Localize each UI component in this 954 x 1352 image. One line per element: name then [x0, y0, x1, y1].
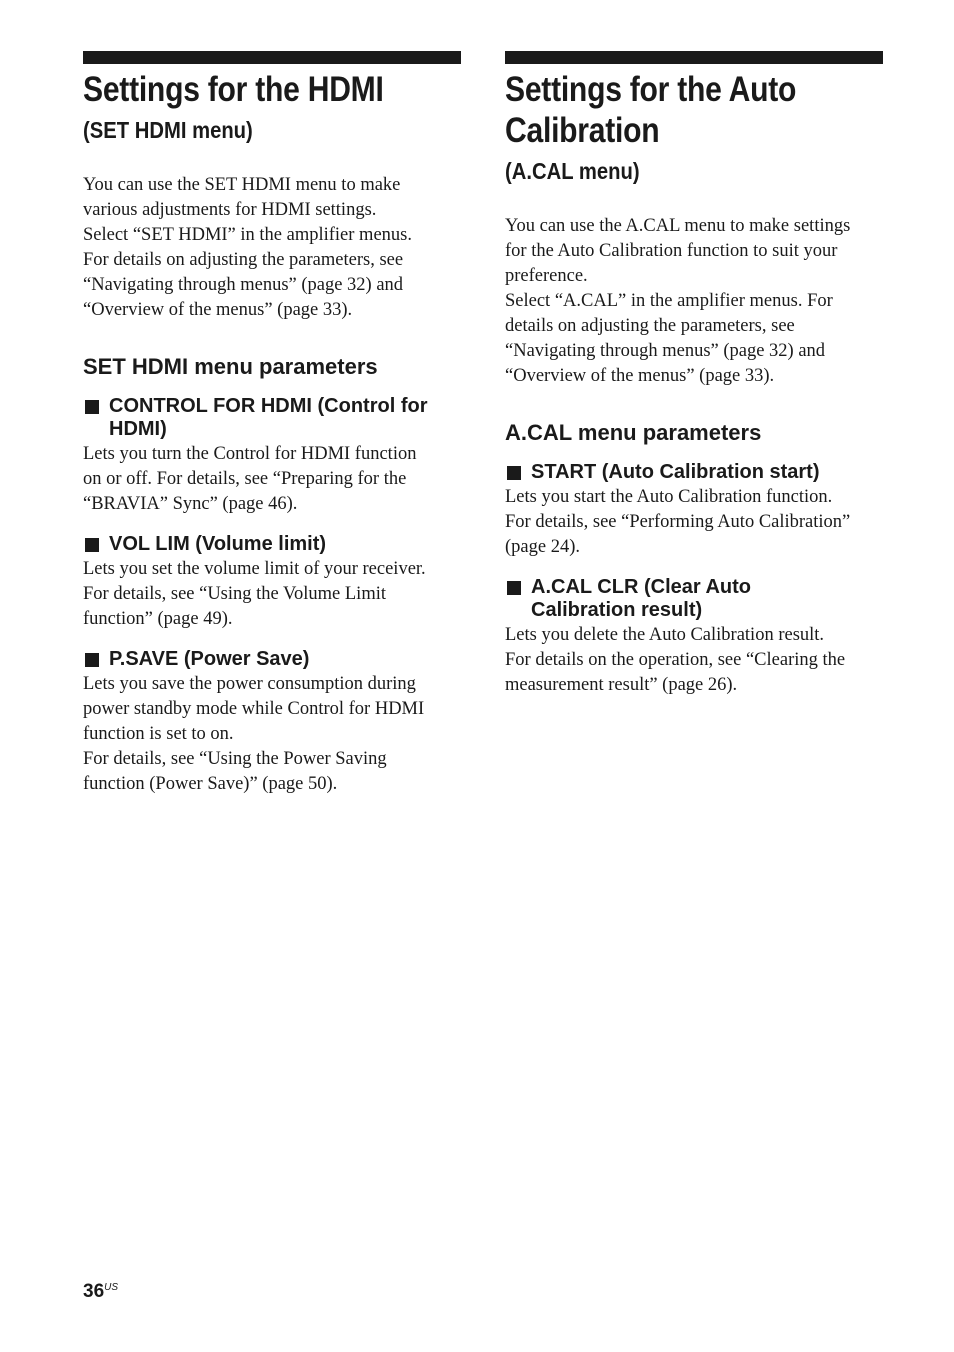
params-heading: SET HDMI menu parameters: [83, 354, 378, 379]
section-title: Settings for the HDMI: [83, 70, 384, 109]
param-heading: START (Auto Calibration start): [531, 461, 820, 483]
black-square-icon: [85, 400, 99, 414]
page-number-value: 36: [83, 1281, 105, 1302]
black-square-icon: [85, 653, 99, 667]
param-item-p-save: [83, 648, 461, 797]
param-description: Lets you turn the Control for HDMI function on or off. For details, see “Preparing for the “BRAVIA” Sync” (page 46).: [83, 444, 417, 514]
param-item-a-cal-clr: [505, 576, 883, 698]
black-square-icon: [85, 538, 99, 552]
param-description: Lets you delete the Auto Calibration result. For details on the operation, see “Clearing the measurement result” (page 26).: [505, 625, 846, 695]
auto-calibration-section: [505, 51, 883, 698]
black-square-icon: [507, 581, 521, 595]
page-region-suffix: US: [104, 1282, 119, 1293]
page-number: [83, 1281, 118, 1303]
param-description: Lets you start the Auto Calibration function. For details, see “Performing Auto Calibration” (page 24).: [505, 487, 851, 557]
param-item-control-for-hdmi: [83, 395, 461, 517]
param-heading: A.CAL CLR (Clear Auto Calibration result): [531, 576, 751, 621]
param-description: Lets you save the power consumption during power standby mode while Control for HDMI function is set to on. For details, see “Using the Power Saving function (Power Save)” (page 50).: [83, 674, 425, 794]
param-item-start: [505, 461, 883, 560]
section-subtitle: (A.CAL menu): [505, 158, 640, 184]
black-square-icon: [507, 466, 521, 480]
param-heading: P.SAVE (Power Save): [109, 648, 310, 670]
section-title: Settings for the Auto Calibration: [505, 70, 797, 150]
section-rule: [505, 51, 883, 64]
param-description: Lets you set the volume limit of your receiver. For details, see “Using the Volume Limit function” (page 49).: [83, 559, 426, 629]
section-intro: You can use the SET HDMI menu to make various adjustments for HDMI settings. Select “SET HDMI” in the amplifier menus. For details on adjusting the parameters, see “Navigating through menus” (page 32) and “Overview of the menus” (page 33).: [83, 175, 412, 320]
section-subtitle: (SET HDMI menu): [83, 117, 253, 143]
section-rule: [83, 51, 461, 64]
hdmi-settings-section: [83, 51, 461, 797]
param-heading: VOL LIM (Volume limit): [109, 533, 327, 555]
section-intro: You can use the A.CAL menu to make settings for the Auto Calibration function to suit your preference. Select “A.CAL” in the amplifier menus. For details on adjusting the parameters, see “Navigating through menus” (page 32) and “Overview of the menus” (page 33).: [505, 216, 851, 386]
params-heading: A.CAL menu parameters: [505, 420, 762, 445]
param-heading: CONTROL FOR HDMI (Control for HDMI): [109, 395, 428, 440]
param-item-vol-lim: [83, 533, 461, 632]
